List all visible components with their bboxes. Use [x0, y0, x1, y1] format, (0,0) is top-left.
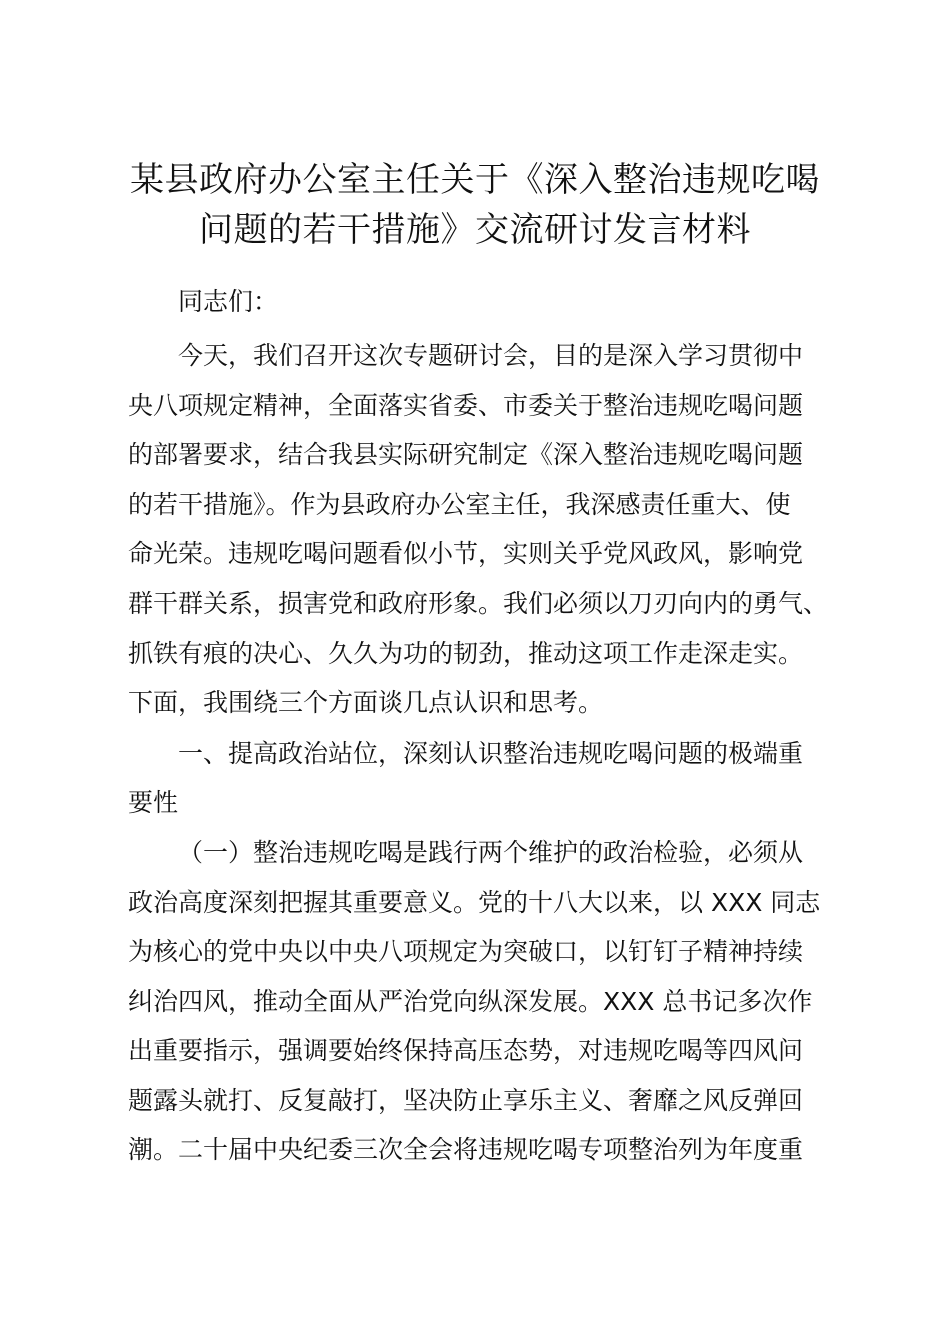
paragraph-line: 的若干措施》。作为县政府办公室主任，我深感责任重大、使 [128, 490, 791, 519]
paragraph-line: 命光荣。违规吃喝问题看似小节，实则关乎党风政风，影响党 [128, 539, 804, 568]
section-heading-line: 一、提高政治站位，深刻认识整治违规吃喝问题的极端重 [178, 739, 804, 768]
paragraph-line: 纠治四风，推动全面从严治党向纵深发展。XXX 总书记多次作 [128, 987, 813, 1016]
paragraph-line: 今天，我们召开这次专题研讨会，目的是深入学习贯彻中 [178, 341, 804, 370]
salutation: 同志们： [178, 287, 279, 316]
paragraph-line: 的部署要求，结合我县实际研究制定《深入整治违规吃喝问题 [128, 440, 804, 469]
paragraph-line: 政治高度深刻把握其重要意义。党的十八大以来，以 XXX 同志 [128, 888, 821, 917]
document-title-line-1: 某县政府办公室主任关于《深入整治违规吃喝 [130, 160, 820, 200]
paragraph-line: 央八项规定精神，全面落实省委、市委关于整治违规吃喝问题 [128, 391, 804, 420]
paragraph-line: 题露头就打、反复敲打，坚决防止享乐主义、奢靡之风反弹回 [128, 1086, 804, 1115]
paragraph-line: 下面，我围绕三个方面谈几点认识和思考。 [128, 688, 604, 717]
paragraph-line: 为核心的党中央以中央八项规定为突破口，以钉钉子精神持续 [128, 937, 804, 966]
document-title-line-2: 问题的若干措施》交流研讨发言材料 [199, 210, 751, 250]
paragraph-line: 潮。二十届中央纪委三次全会将违规吃喝专项整治列为年度重 [128, 1135, 804, 1164]
paragraph-line: 抓铁有痕的决心、久久为功的韧劲，推动这项工作走深走实。 [128, 639, 804, 668]
paragraph-line: 群干群关系，损害党和政府形象。我们必须以刀刃向内的勇气、 [128, 589, 829, 618]
paragraph-line: （一）整治违规吃喝是践行两个维护的政治检验，必须从 [178, 838, 804, 867]
section-heading-line: 要性 [128, 788, 179, 817]
paragraph-line: 出重要指示，强调要始终保持高压态势，对违规吃喝等四风问 [128, 1036, 804, 1065]
